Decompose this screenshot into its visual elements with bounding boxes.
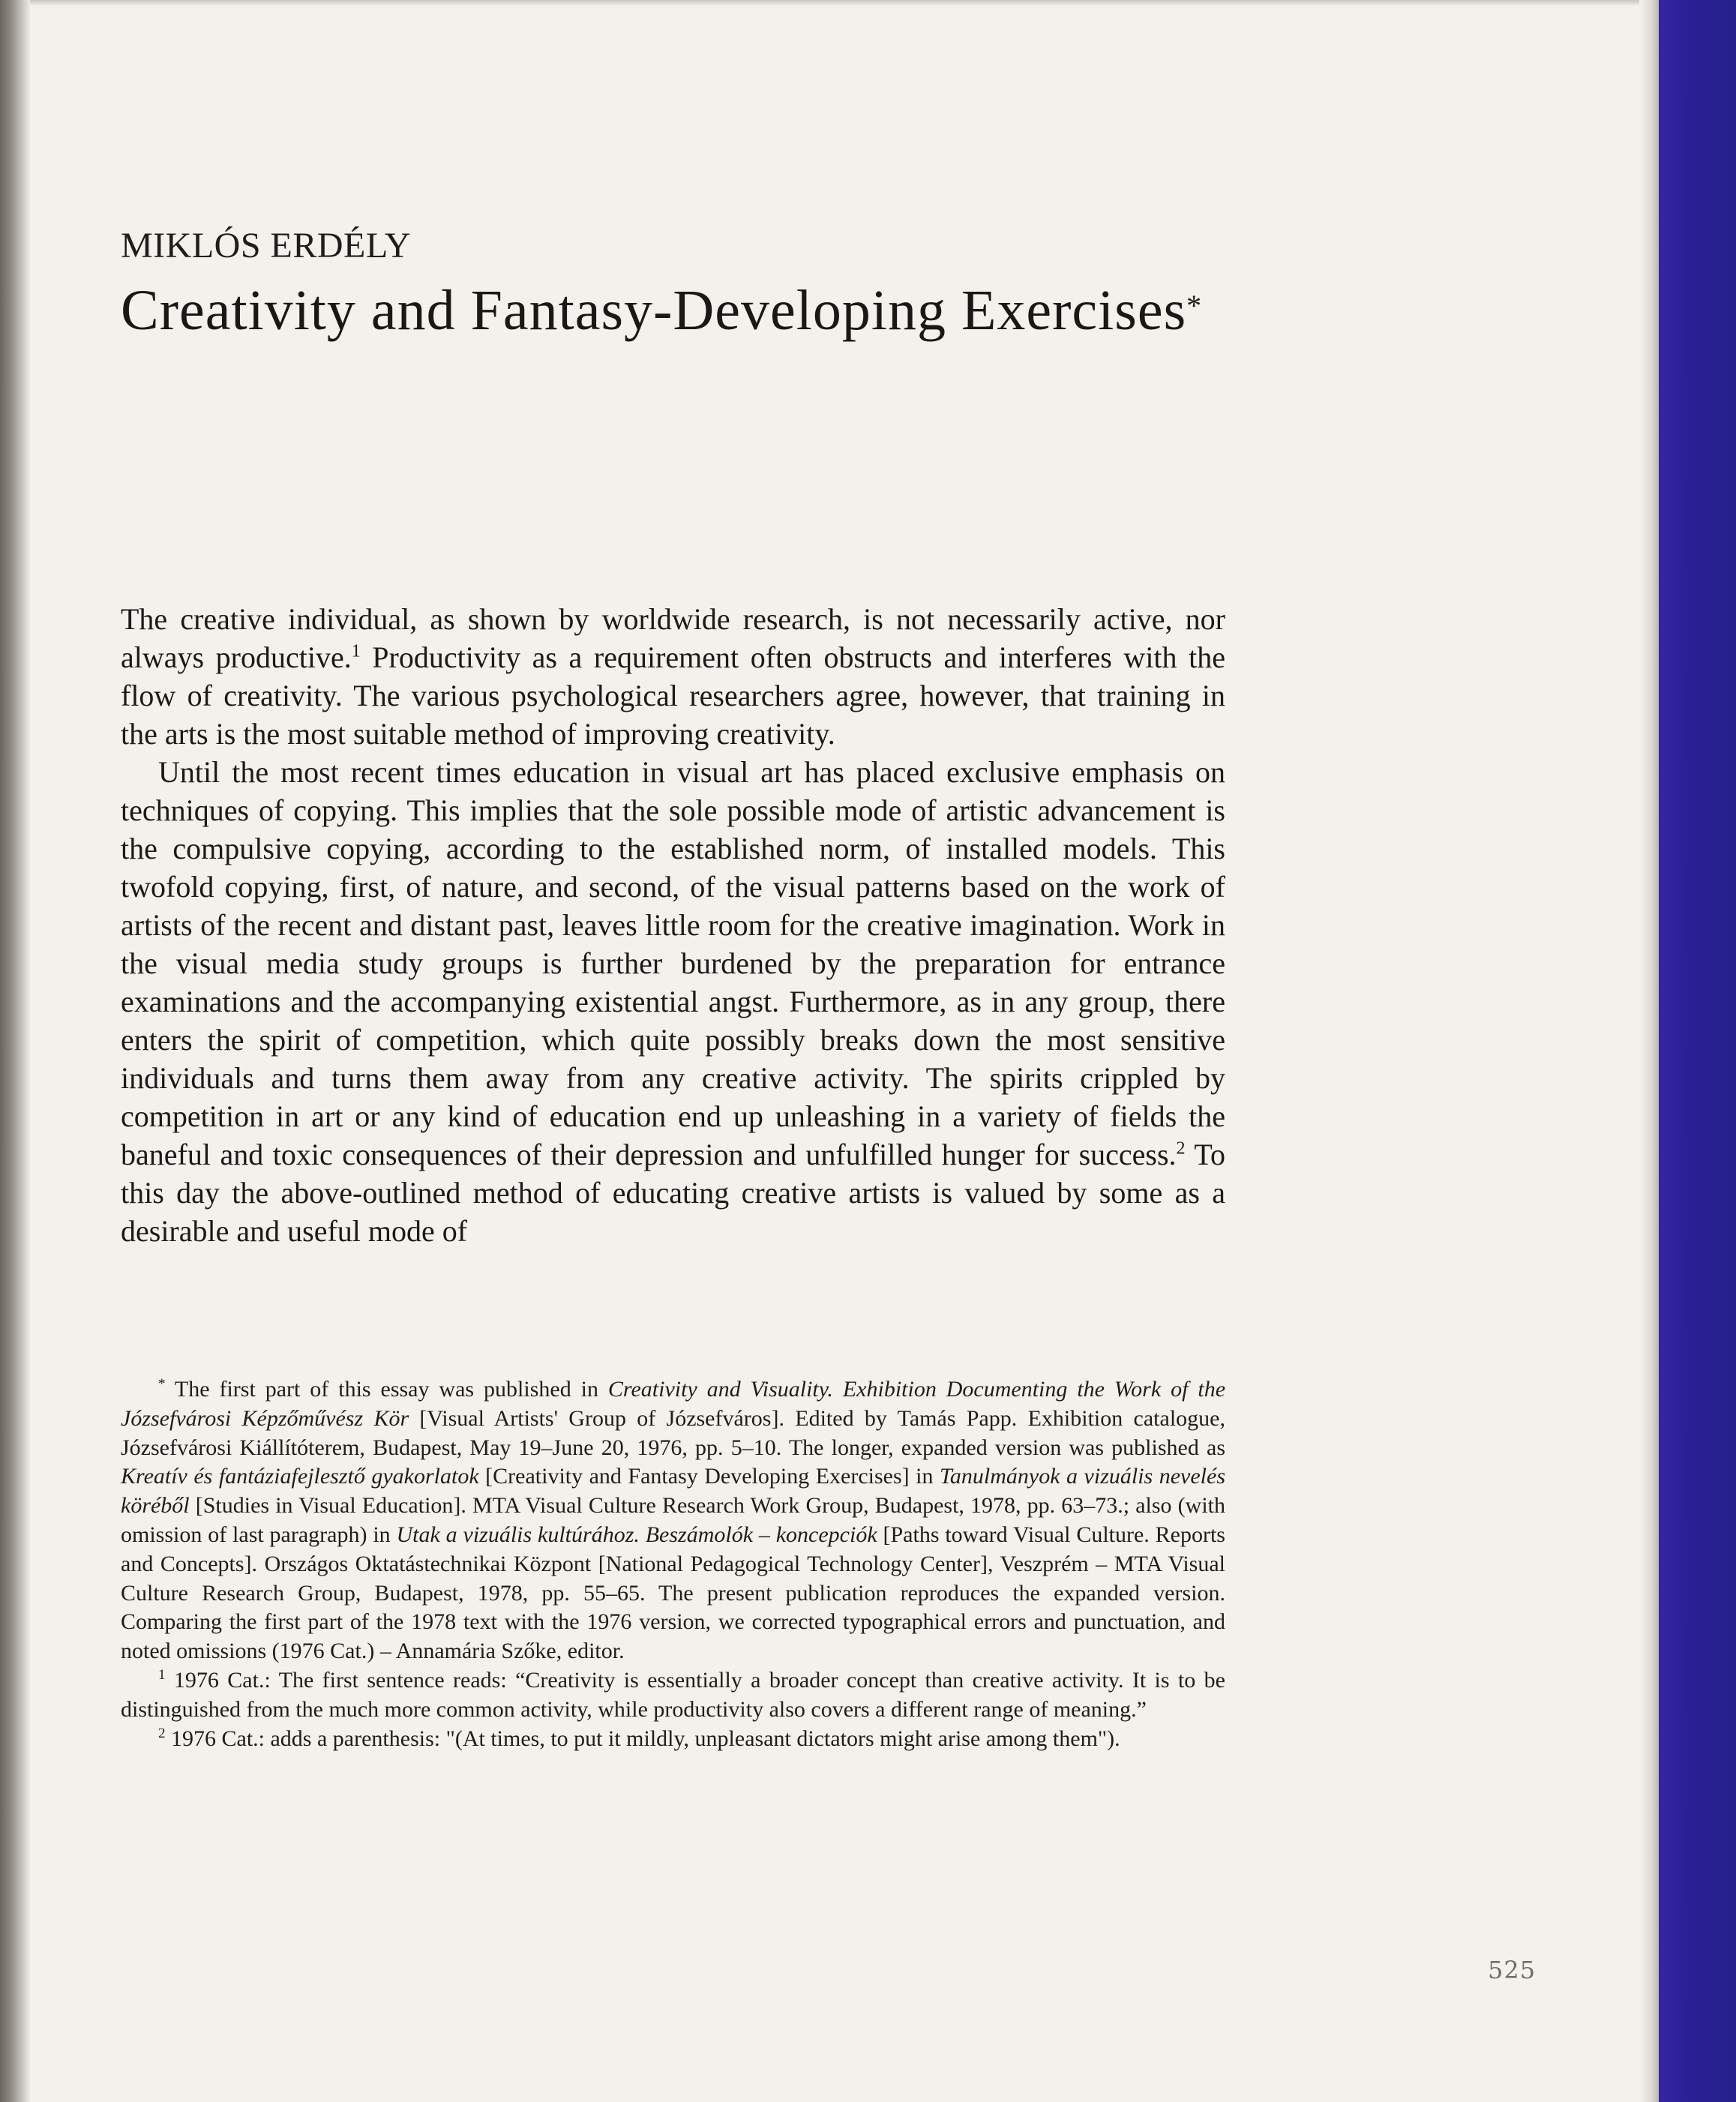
footnote-star-italic-3: Tanulmányok a vizuális nevelés köréből	[121, 1464, 1225, 1519]
title-footnote-marker: *	[1186, 289, 1203, 322]
footnote-2-marker: 2	[158, 1725, 166, 1741]
footnote-star-italic-2: Kreatív és fantáziafejlesztő gyakorlatok	[121, 1464, 479, 1489]
essay-title	[121, 276, 1246, 345]
footnote-star-text-2: [Visual Artists' Group of Józsefváros]. Edited by Tamás Papp. Exhibition catalogue, Józsefvárosi Kiállítóterem, Budapest, May 19–June 20, 1976, pp. 5–10. The longer, expanded version was published as	[121, 1405, 1225, 1460]
footnote-1	[121, 1666, 1225, 1725]
essay-title-text: Creativity and Fantasy-Developing Exercises	[121, 279, 1187, 342]
footnote-2-text: 1976 Cat.: adds a parenthesis: "(At times, to put it mildly, unpleasant dictators might arise among them").	[165, 1726, 1120, 1751]
footnote-1-marker: 1	[158, 1666, 166, 1683]
footnote-star-italic-1: Creativity and Visuality. Exhibition Documenting the Work of the Józsefvárosi Képzőművész Kör	[121, 1377, 1226, 1431]
footnote-2	[121, 1725, 1225, 1754]
blue-cover-band	[1659, 0, 1736, 2102]
footnotes	[121, 1375, 1225, 1753]
body-paragraph-1-text-a: The creative individual, as shown by worldwide research, is not necessarily active, nor always productive.	[121, 602, 1225, 674]
page-number: 525	[1488, 1956, 1537, 1984]
footnote-star-text-3: [Creativity and Fantasy Developing Exercises] in	[478, 1464, 940, 1489]
footnote-star-marker: *	[158, 1376, 166, 1392]
body-paragraph-1	[121, 600, 1225, 753]
footnote-ref-1: 1	[351, 641, 361, 661]
body-paragraph-2	[121, 753, 1225, 1250]
footnote-1-text: 1976 Cat.: The first sentence reads: “Creativity is essentially a broader concept than creative activity. It is to be distinguished from the much more common activity, while productivity also covers a different range of meaning.”	[121, 1667, 1225, 1722]
footnote-star	[121, 1375, 1225, 1666]
body-paragraph-1-text-b: Productivity as a requirement often obstructs and interferes with the flow of creativity. The various psychological researchers agree, however, that training in the arts is the most suitable method of improving creativity.	[121, 640, 1225, 751]
page-right-edge	[1639, 0, 1659, 2102]
essay-body	[121, 600, 1225, 1250]
footnote-star-text-4: [Studies in Visual Education]. MTA Visual Culture Research Work Group, Budapest, 1978, pp. 63–73.; also (with omission of last paragraph) in	[121, 1493, 1225, 1547]
footnote-star-italic-4: Utak a vizuális kultúrához. Beszámolók – koncepciók	[396, 1522, 877, 1547]
footnote-star-text-5: [Paths toward Visual Culture. Reports and Concepts]. Országos Oktatástechnikai Központ [National Pedagogical Technology Center], Veszprém – MTA Visual Culture Research Group, Budapest, 1978, pp. 55–65. The present publication reproduces the expanded version. Comparing the first part of the 1978 text with the 1976 version, we corrected typographical errors and punctuation, and noted omissions (1976 Cat.) – Annamária Szőke, editor.	[121, 1522, 1225, 1664]
body-paragraph-2-text-b: To this day the above-outlined method of educating creative artists is valued by some as a desirable and useful mode of	[121, 1138, 1225, 1248]
footnote-star-text-1: The first part of this essay was published in	[165, 1377, 608, 1402]
author-name: MIKLÓS ERDÉLY	[121, 226, 412, 265]
body-paragraph-2-text-a: Until the most recent times education in visual art has placed exclusive emphasis on techniques of copying. This implies that the sole possible mode of artistic advancement is the compulsive copying, according to the established norm, of installed models. This twofold copying, first, of nature, and second, of the visual patterns based on the work of artists of the recent and distant past, leaves little room for the creative imagination. Work in the visual media study groups is further burdened by the preparation for entrance examinations and the accompanying existential angst. Furthermore, as in any group, there enters the spirit of competition, which quite possibly breaks down the most sensitive individuals and turns them away from any creative activity. The spirits crippled by competition in art or any kind of education end up unleashing in a variety of fields the baneful and toxic consequences of their depression and unfulfilled hunger for success.	[121, 755, 1225, 1171]
footnote-ref-2: 2	[1176, 1138, 1186, 1159]
